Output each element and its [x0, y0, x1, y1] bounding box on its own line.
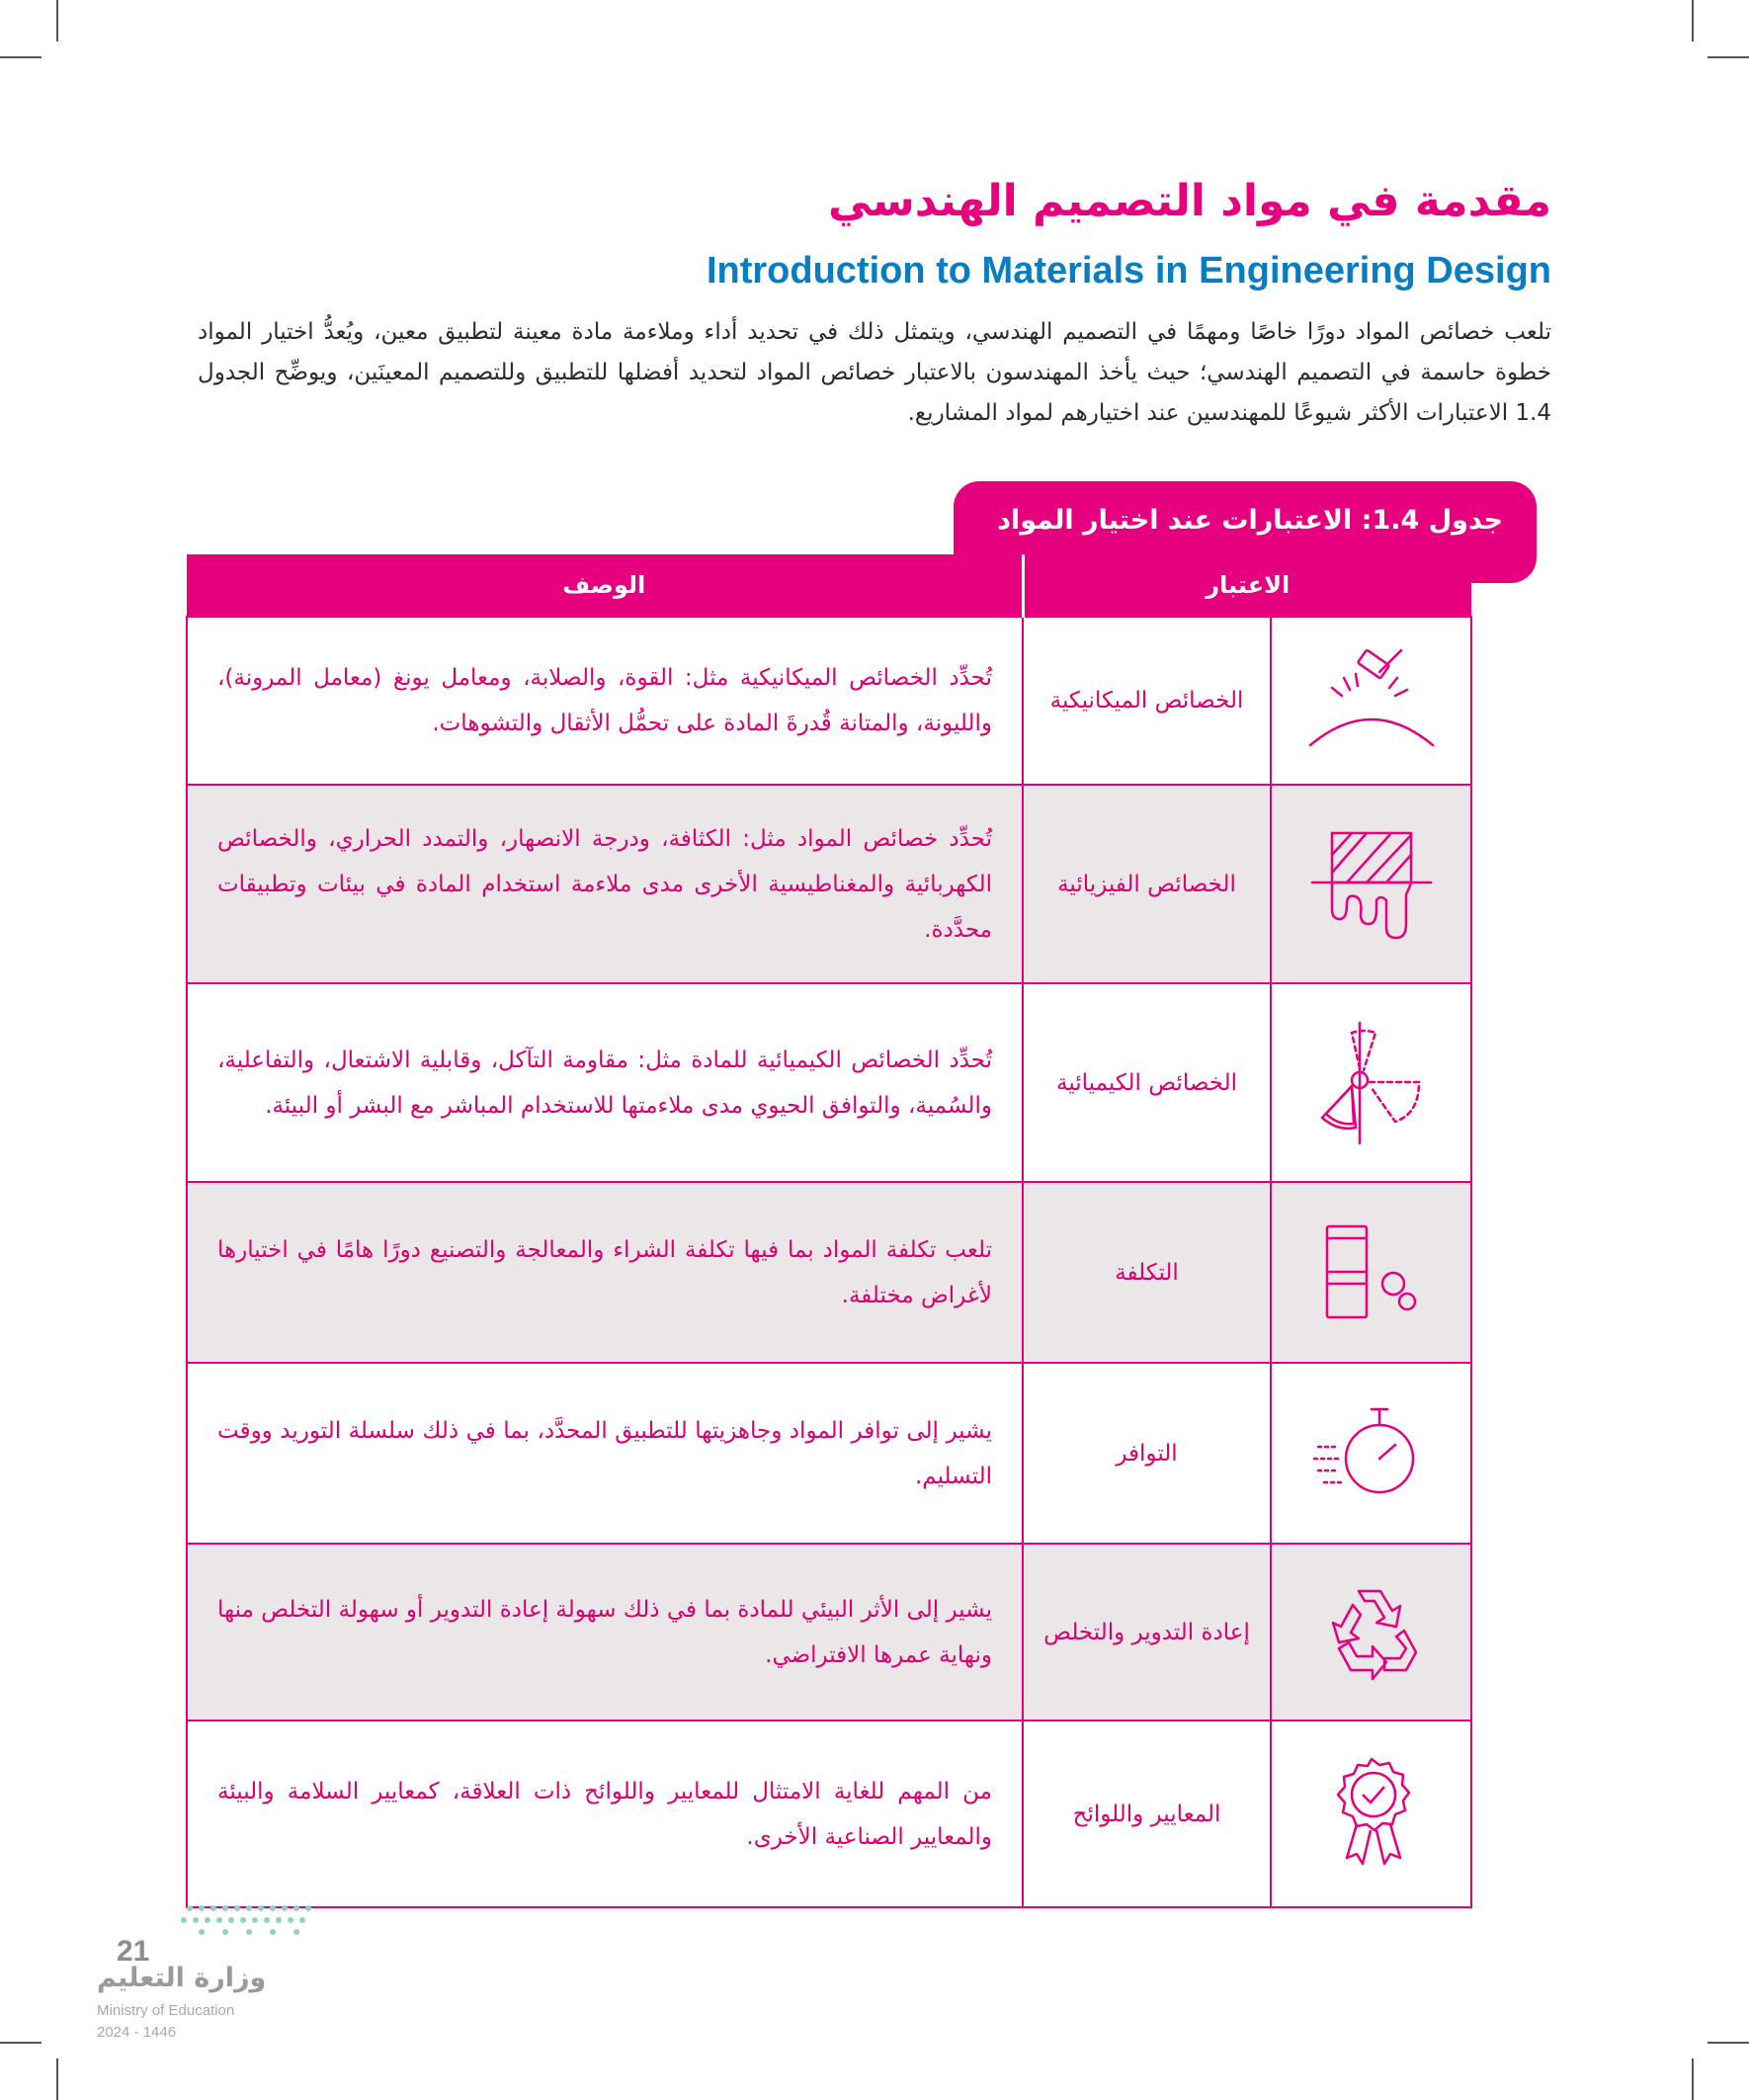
description-cell: تُحدِّد الخصائص الكيميائية للمادة مثل: مقاومة التآكل، وقابلية الاشتعال، والتفاعلية، والسُمية، والتوافق الحيوي مدى ملاءمتها للاستخدام المباشر مع البشر أو البيئة.: [187, 983, 1023, 1182]
table-row: [187, 617, 1471, 785]
cost-stack-icon: [1273, 1218, 1469, 1327]
table-row: [187, 983, 1471, 1182]
consideration-cell: إعادة التدوير والتخلص: [1023, 1544, 1271, 1721]
ministry-name-english: Ministry of Education: [97, 2002, 235, 2019]
table-caption: جدول 1.4: الاعتبارات عند اختيار المواد: [954, 481, 1537, 583]
consideration-cell: التوافر: [1023, 1363, 1271, 1544]
melting-block-icon: [1273, 825, 1469, 944]
icon-cell: [1271, 983, 1471, 1182]
consideration-cell: التكلفة: [1023, 1182, 1271, 1363]
header-consideration: الاعتبار: [1023, 554, 1471, 617]
intro-paragraph: تلعب خصائص المواد دورًا خاصًا ومهمًا في التصميم الهندسي، ويتمثل ذلك في تحديد أداء وملاءمة مادة معينة لتطبيق معين، ويُعدُّ اختيار المواد خطوة حاسمة في التصميم الهندسي؛ حيث يأخذ المهندسون بالاعتبار خصائص المواد لتحديد أفضلها للتطبيق وللتصميم المعينَين، ويوضِّح الجدول 1.4 الاعتبارات الأكثر شيوعًا للمهندسين عند اختيارهم لمواد المشاريع.: [198, 319, 1551, 426]
materials-table: [186, 554, 1472, 1908]
consideration-cell: الخصائص الميكانيكية: [1023, 617, 1271, 785]
description-cell: يشير إلى توافر المواد وجاهزيتها للتطبيق المحدَّد، بما في ذلك سلسلة التوريد ووقت التسليم.: [187, 1363, 1023, 1544]
table-row: [187, 1721, 1471, 1907]
crop-mark: [1692, 2058, 1694, 2100]
description-cell: تُحدِّد الخصائص الميكانيكية مثل: القوة، والصلابة، ومعامل يونغ (معامل المرونة)، والليونة، والمتانة قُدرةَ المادة على تحمُّل الأثقال والتشوهات.: [187, 617, 1023, 785]
description-cell: تلعب تكلفة المواد بما فيها تكلفة الشراء والمعالجة والتصنيع دورًا هامًا في اختيارها لأغراض مختلفة.: [187, 1182, 1023, 1363]
description-cell: يشير إلى الأثر البيئي للمادة بما في ذلك سهولة إعادة التدوير أو سهولة التخلص منها ونهاية عمرها الافتراضي.: [187, 1544, 1023, 1721]
icon-cell: [1271, 1363, 1471, 1544]
certified-badge-icon: [1273, 1755, 1469, 1874]
radiation-icon: [1273, 1019, 1469, 1147]
consideration-cell: المعايير واللوائح: [1023, 1721, 1271, 1907]
page-title-arabic: مقدمة في مواد التصميم الهندسي: [827, 176, 1551, 226]
icon-cell: [1271, 1544, 1471, 1721]
description-cell: تُحدِّد خصائص المواد مثل: الكثافة، ودرجة الانصهار، والتمدد الحراري، والخصائص الكهربائية والمغناطيسية الأخرى مدى ملاءمة استخدام المادة في بيئات وتطبيقات محدَّدة.: [187, 785, 1023, 983]
table-row: [187, 1363, 1471, 1544]
ministry-name-arabic: وزارة التعليم: [97, 1963, 267, 1993]
icon-cell: [1271, 1182, 1471, 1363]
crop-mark: [56, 2058, 58, 2100]
icon-cell: [1271, 785, 1471, 983]
page-number: 21: [117, 1935, 150, 1968]
description-cell: من المهم للغاية الامتثال للمعايير واللوائح ذات العلاقة، كمعايير السلامة والبيئة والمعايير الصناعية الأخرى.: [187, 1721, 1023, 1907]
recycle-icon: [1273, 1583, 1469, 1682]
header-description: الوصف: [187, 554, 1023, 617]
table-row: [187, 785, 1471, 983]
crop-mark: [0, 56, 42, 58]
table-row: [187, 1544, 1471, 1721]
stopwatch-icon: [1273, 1399, 1469, 1508]
consideration-cell: الخصائص الكيميائية: [1023, 983, 1271, 1182]
icon-cell: [1271, 1721, 1471, 1907]
table-row: [187, 1182, 1471, 1363]
ministry-logo-dots: [170, 1900, 328, 1950]
crop-mark: [1692, 0, 1694, 42]
crop-mark: [56, 0, 58, 42]
hammer-impact-icon: [1273, 646, 1469, 755]
page-title-english: Introduction to Materials in Engineering Design: [706, 250, 1551, 292]
crop-mark: [0, 2042, 42, 2044]
consideration-cell: الخصائص الفيزيائية: [1023, 785, 1271, 983]
crop-mark: [1707, 2042, 1749, 2044]
icon-cell: [1271, 617, 1471, 785]
crop-mark: [1707, 56, 1749, 58]
edition-year: 2024 - 1446: [97, 2024, 177, 2041]
table-header-row: [187, 554, 1471, 617]
